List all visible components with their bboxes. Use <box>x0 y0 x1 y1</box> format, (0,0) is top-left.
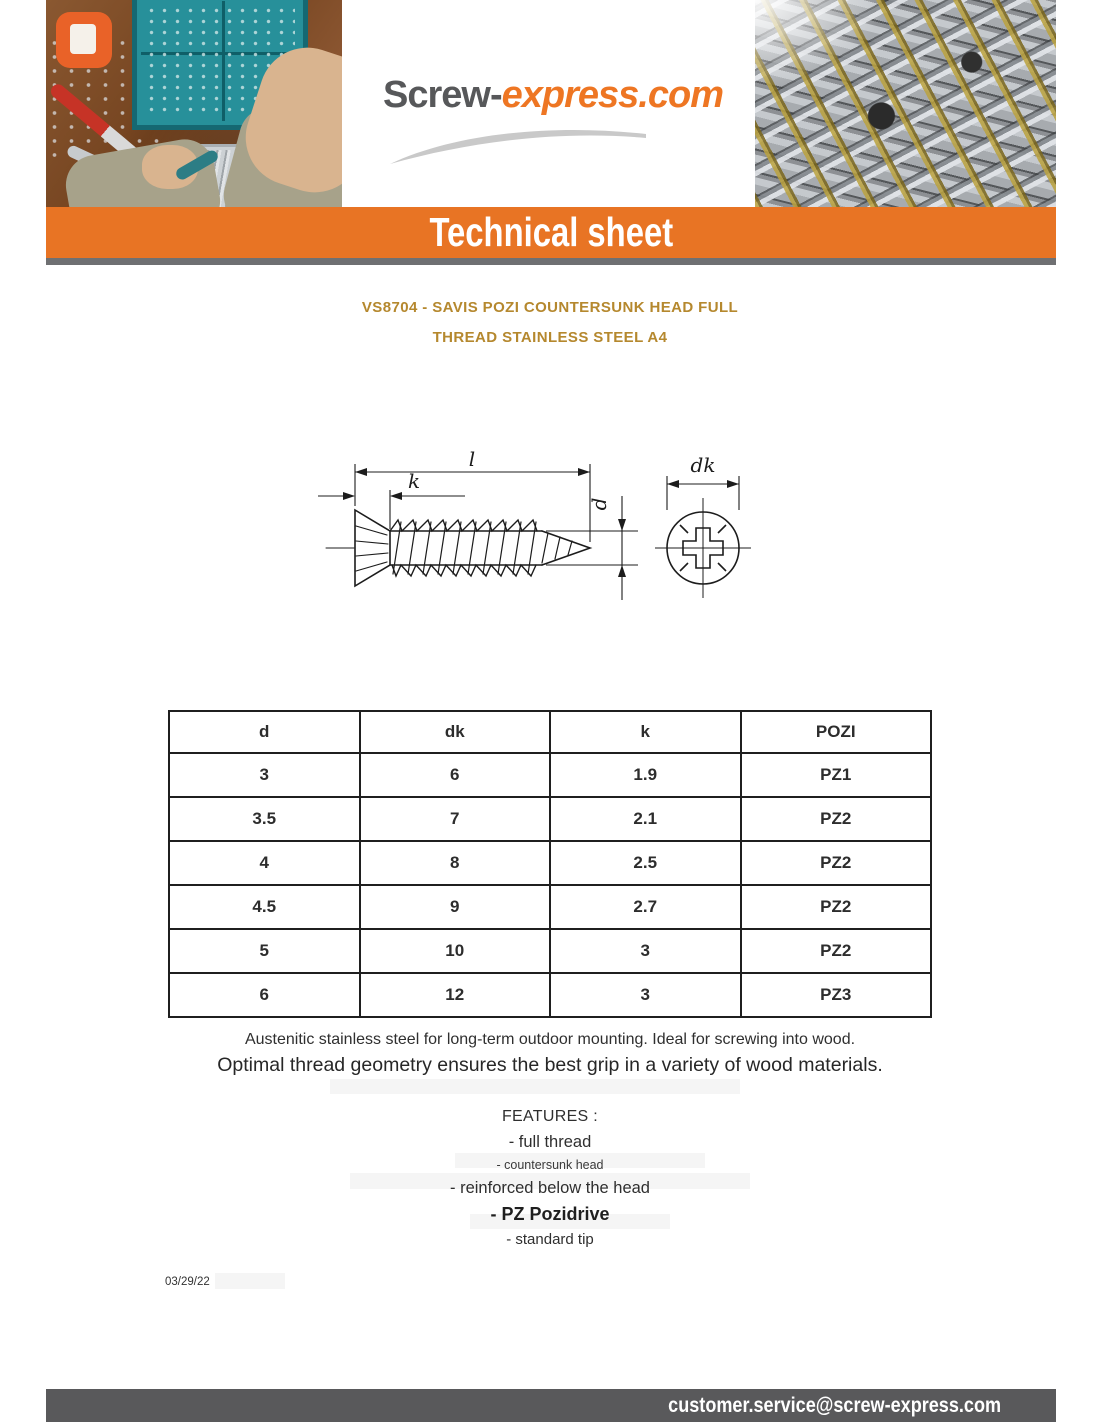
cell-dk: 10 <box>360 929 551 973</box>
cell-k: 3 <box>550 973 741 1017</box>
cell-d: 4.5 <box>169 885 360 929</box>
highlight-band <box>215 1273 285 1289</box>
feature-item: - countersunk head <box>496 1158 604 1172</box>
cell-dk: 7 <box>360 797 551 841</box>
table-row <box>169 797 931 841</box>
cell-pozi: PZ1 <box>741 753 932 797</box>
table-row <box>169 753 931 797</box>
workbench-photo <box>46 0 342 207</box>
col-header-pozi: POZI <box>741 711 932 753</box>
cell-d: 6 <box>169 973 360 1017</box>
revision-date: 03/29/22 <box>165 1276 210 1288</box>
cell-dk: 9 <box>360 885 551 929</box>
col-header-d: d <box>169 711 360 753</box>
cell-k: 3 <box>550 929 741 973</box>
banner-title: Technical sheet <box>429 209 673 255</box>
product-title <box>0 293 1100 353</box>
cell-pozi: PZ2 <box>741 841 932 885</box>
table-row <box>169 885 931 929</box>
feature-item: - PZ Pozidrive <box>490 1204 610 1224</box>
cell-dk: 12 <box>360 973 551 1017</box>
table-row <box>169 973 931 1017</box>
feature-item: - full thread <box>508 1133 592 1151</box>
features-heading: FEATURES : <box>501 1108 599 1125</box>
description-line2: Optimal thread geometry ensures the best grip in a variety of wood materials. <box>217 1054 883 1076</box>
cell-d: 5 <box>169 929 360 973</box>
col-header-k: k <box>550 711 741 753</box>
table-header-row <box>169 711 931 753</box>
tape-measure <box>56 12 112 68</box>
cell-d: 3 <box>169 753 360 797</box>
cell-d: 3.5 <box>169 797 360 841</box>
description-line1: Austenitic stainless steel for long-term outdoor mounting. Ideal for screwing into wood. <box>244 1031 856 1048</box>
cell-pozi: PZ2 <box>741 929 932 973</box>
product-title-line1: VS8704 - SAVIS POZI COUNTERSUNK HEAD FULL <box>361 299 739 316</box>
dim-label-dk: dk <box>690 453 716 477</box>
divider-rule <box>46 258 1056 265</box>
cell-k: 2.5 <box>550 841 741 885</box>
head-top-view <box>655 498 751 598</box>
cell-d: 4 <box>169 841 360 885</box>
cell-k: 2.7 <box>550 885 741 929</box>
banner <box>46 207 1056 258</box>
highlight-band <box>330 1079 740 1094</box>
product-title-line2: THREAD STAINLESS STEEL A4 <box>432 329 668 346</box>
col-header-dk: dk <box>360 711 551 753</box>
cell-k: 1.9 <box>550 753 741 797</box>
dimensions-table <box>168 710 932 1018</box>
logo-text-orange: express.com <box>501 74 723 116</box>
footer-bar <box>46 1389 1056 1422</box>
cell-pozi: PZ2 <box>741 797 932 841</box>
dim-label-l: l <box>468 447 476 471</box>
description <box>0 1031 1100 1077</box>
dim-label-k: k <box>407 469 421 493</box>
screws-pile-photo <box>755 0 1056 207</box>
features-list <box>0 1108 1100 1248</box>
cell-dk: 8 <box>360 841 551 885</box>
cell-pozi: PZ3 <box>741 973 932 1017</box>
table-row <box>169 929 931 973</box>
dim-label-d: d <box>587 497 611 511</box>
screw-side-view <box>326 510 590 586</box>
cell-k: 2.1 <box>550 797 741 841</box>
screw-technical-drawing <box>290 438 770 633</box>
contact-email: customer.service@screw-express.com <box>668 1394 1001 1417</box>
cell-pozi: PZ2 <box>741 885 932 929</box>
feature-item: - standard tip <box>506 1231 594 1248</box>
table-row <box>169 841 931 885</box>
dimension-labels <box>408 447 716 510</box>
logo-swoosh <box>388 126 648 168</box>
cell-dk: 6 <box>360 753 551 797</box>
logo-text-dark: Screw- <box>383 74 502 116</box>
feature-item: - reinforced below the head <box>450 1179 650 1197</box>
